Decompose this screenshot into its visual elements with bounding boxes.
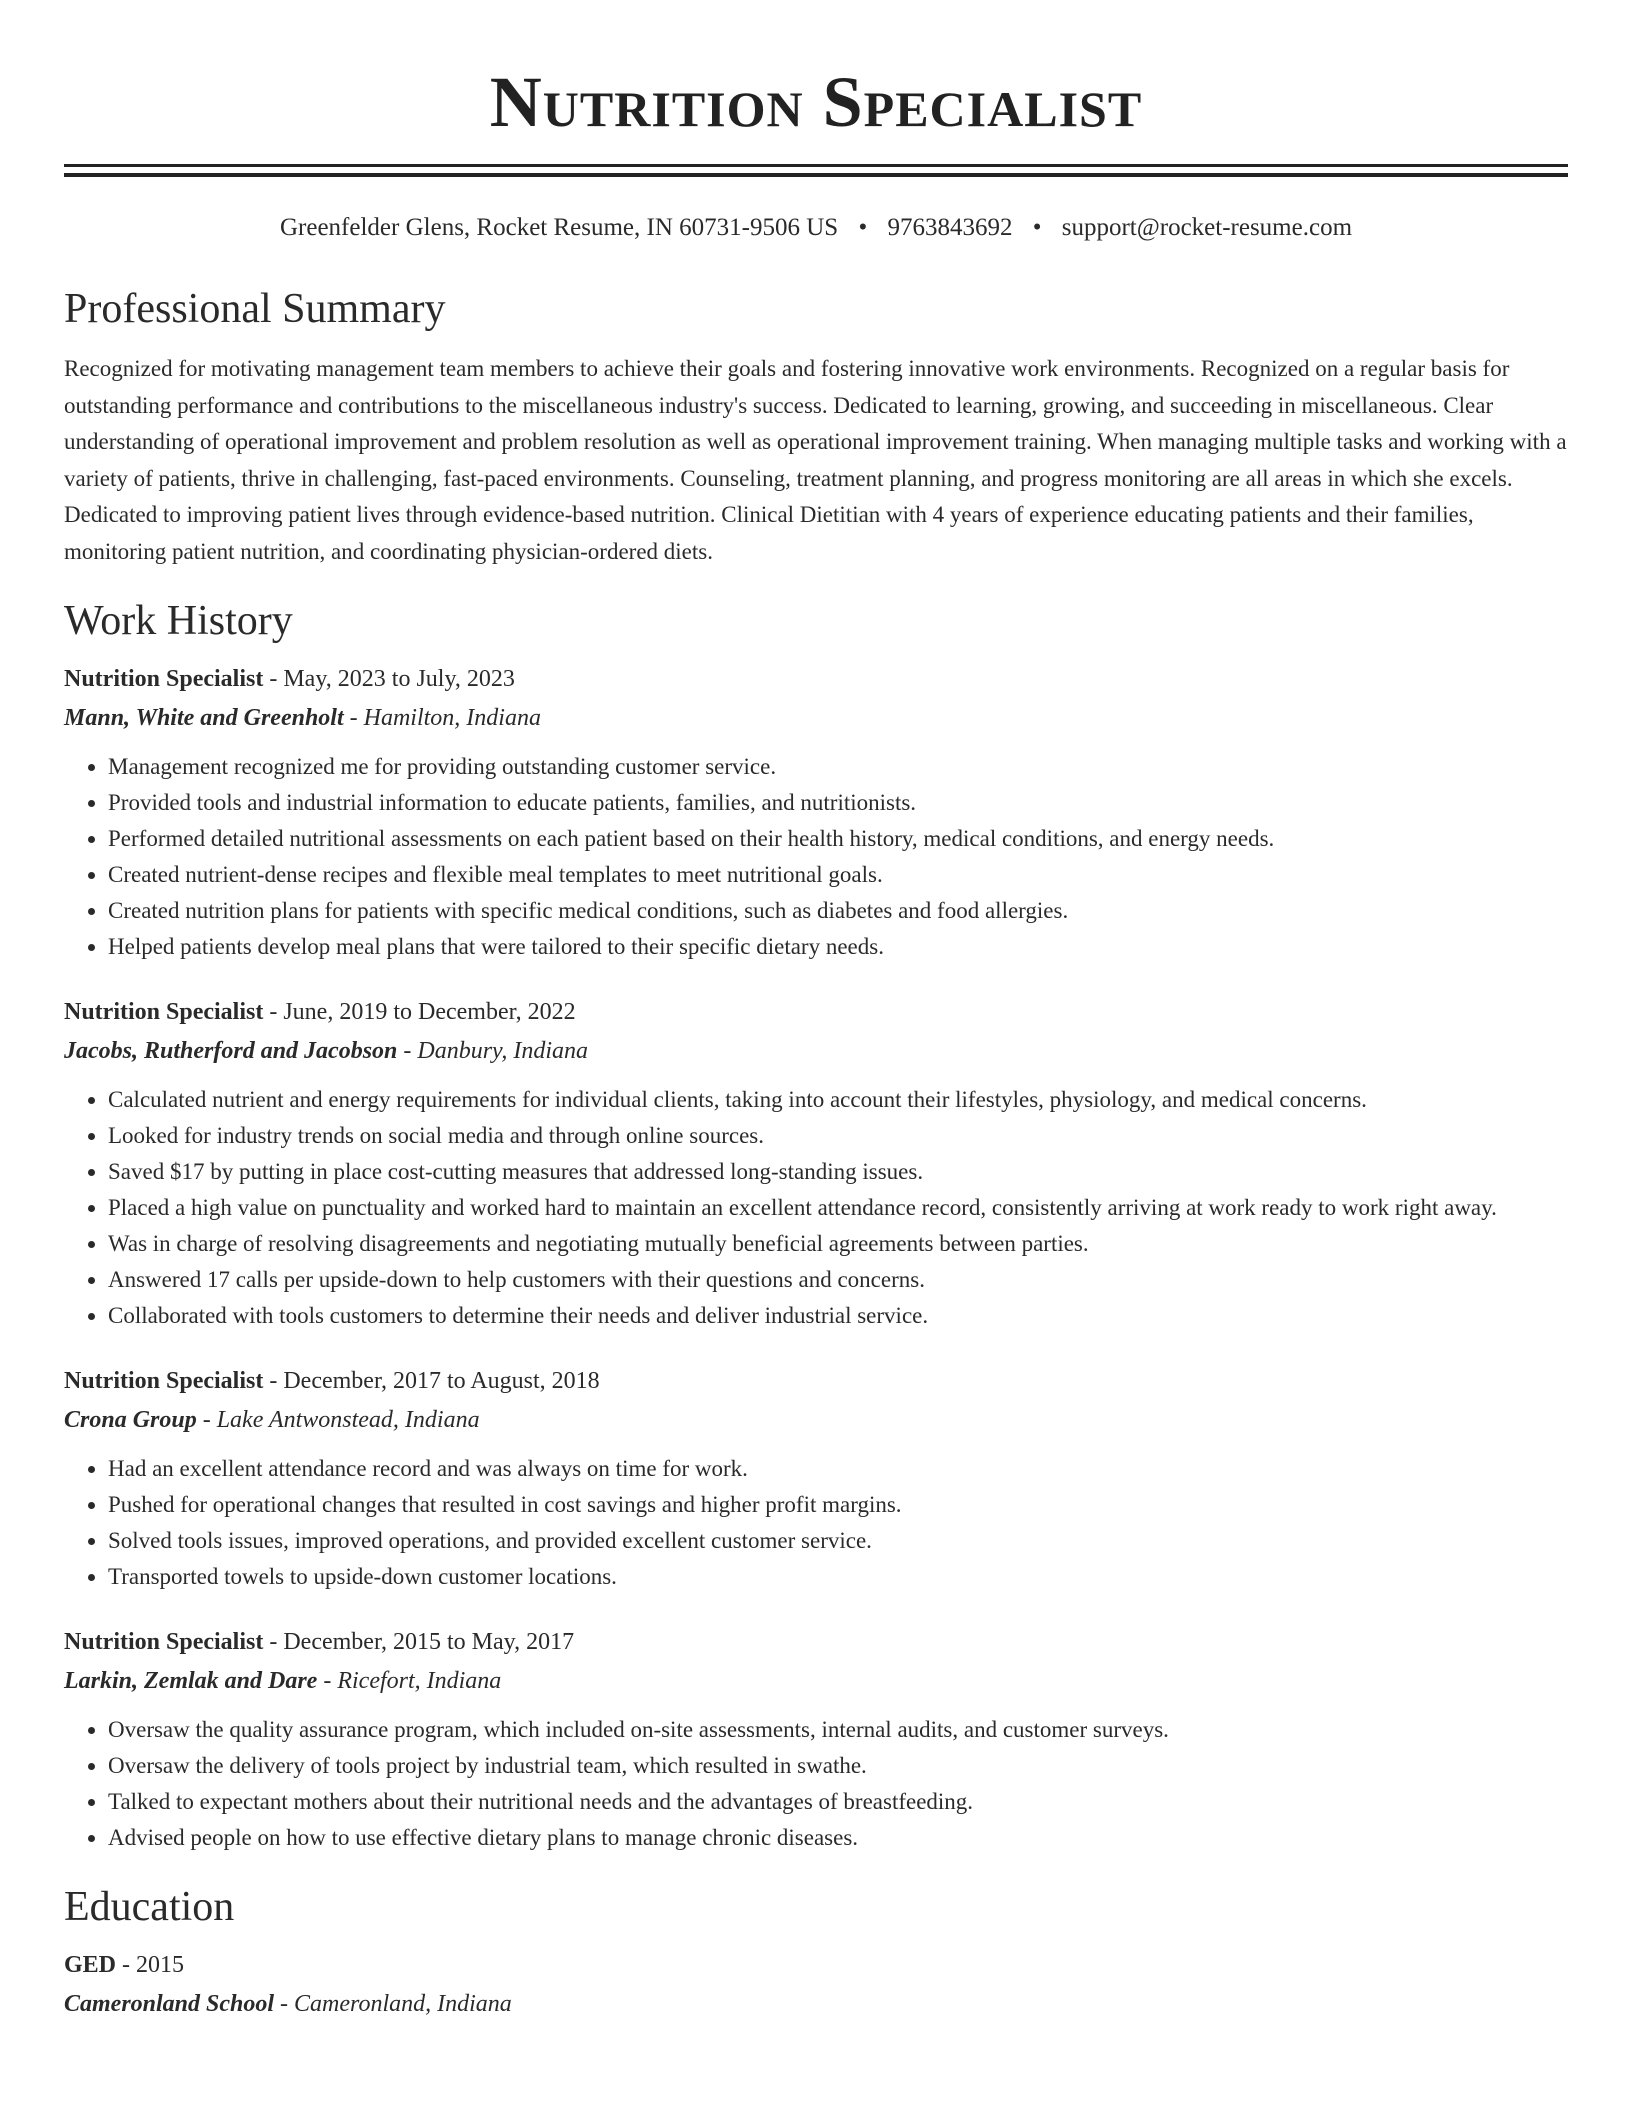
- job-bullet: • Advised people on how to use effective dietary plans to manage chronic diseases.: [108, 1820, 1568, 1856]
- job-entry: [64, 664, 1568, 965]
- job-bullet: • Pushed for operational changes that resulted in cost savings and higher profit margins.: [108, 1487, 1568, 1523]
- education-degree: GED: [64, 1952, 117, 1978]
- job-bullets: [64, 1712, 1568, 1856]
- job-bullet: • Calculated nutrient and energy requirements for individual clients, taking into account their lifestyles, physiology, and medical concerns.: [108, 1082, 1568, 1118]
- summary-heading: Professional Summary: [64, 286, 446, 332]
- job-bullet: • Collaborated with tools customers to determine their needs and deliver industrial service.: [108, 1298, 1568, 1334]
- education-entry: [64, 1950, 1568, 2019]
- job-company-line: [64, 1405, 1568, 1435]
- job-role: Nutrition Specialist: [64, 999, 264, 1025]
- job-entry: [64, 1366, 1568, 1595]
- education-school: Cameronland School: [64, 1991, 275, 2017]
- job-entry: [64, 997, 1568, 1334]
- header-divider: [64, 164, 1568, 177]
- contact-phone: 9763843692: [887, 214, 1013, 241]
- job-title-line: [64, 1627, 1568, 1657]
- job-bullet: • Performed detailed nutritional assessments on each patient based on their health history, medical conditions, and energy needs.: [108, 821, 1568, 857]
- contact-email: support@rocket-resume.com: [1061, 214, 1353, 241]
- job-company: Jacobs, Rutherford and Jacobson: [64, 1038, 398, 1064]
- job-bullet: • Saved $17 by putting in place cost-cutting measures that addressed long-standing issues.: [108, 1154, 1568, 1190]
- job-company: Larkin, Zemlak and Dare: [64, 1668, 318, 1694]
- contact-separator: •: [858, 214, 868, 241]
- work-history-heading: Work History: [64, 598, 293, 644]
- job-dates: - December, 2017 to August, 2018: [263, 1368, 600, 1394]
- resume-name-title: Nutrition Specialist: [489, 62, 1143, 142]
- job-bullet: • Answered 17 calls per upside-down to help customers with their questions and concerns.: [108, 1262, 1568, 1298]
- job-bullet: • Talked to expectant mothers about their nutritional needs and the advantages of breastfeeding.: [108, 1784, 1568, 1820]
- education-location: - Cameronland, Indiana: [274, 1991, 512, 2017]
- job-title-line: [64, 664, 1568, 694]
- job-bullet: • Placed a high value on punctuality and worked hard to maintain an excellent attendance record, consistently arriving at work ready to work right away.: [108, 1190, 1568, 1226]
- job-role: Nutrition Specialist: [64, 1368, 264, 1394]
- job-bullet: • Had an excellent attendance record and was always on time for work.: [108, 1451, 1568, 1487]
- education-heading: Education: [64, 1884, 235, 1930]
- job-location: - Lake Antwonstead, Indiana: [196, 1407, 480, 1433]
- education-year: - 2015: [116, 1952, 185, 1978]
- job-bullet: • Provided tools and industrial information to educate patients, families, and nutritionists.: [108, 785, 1568, 821]
- job-bullets: [64, 749, 1568, 965]
- job-bullet: • Helped patients develop meal plans that were tailored to their specific dietary needs.: [108, 929, 1568, 965]
- job-bullet: • Solved tools issues, improved operations, and provided excellent customer service.: [108, 1523, 1568, 1559]
- job-location: - Danbury, Indiana: [397, 1038, 589, 1064]
- job-role: Nutrition Specialist: [64, 666, 264, 692]
- job-bullets: [64, 1451, 1568, 1595]
- job-bullet: • Created nutrient-dense recipes and flexible meal templates to meet nutritional goals.: [108, 857, 1568, 893]
- job-company-line: [64, 703, 1568, 733]
- contact-address: Greenfelder Glens, Rocket Resume, IN 60731-9506 US: [279, 214, 839, 241]
- job-title-line: [64, 1366, 1568, 1396]
- contact-line: [64, 213, 1568, 243]
- job-bullet: • Looked for industry trends on social media and through online sources.: [108, 1118, 1568, 1154]
- job-company-line: [64, 1666, 1568, 1696]
- job-title-line: [64, 997, 1568, 1027]
- job-bullet: • Management recognized me for providing outstanding customer service.: [108, 749, 1568, 785]
- job-location: - Hamilton, Indiana: [343, 705, 541, 731]
- job-bullet: • Oversaw the quality assurance program, which included on-site assessments, internal audits, and customer surveys.: [108, 1712, 1568, 1748]
- job-role: Nutrition Specialist: [64, 1629, 264, 1655]
- job-dates: - May, 2023 to July, 2023: [263, 666, 515, 692]
- job-company: Mann, White and Greenholt: [64, 705, 344, 731]
- education-degree-line: [64, 1950, 1568, 1980]
- job-company-line: [64, 1036, 1568, 1066]
- job-bullets: [64, 1082, 1568, 1334]
- job-bullet: • Oversaw the delivery of tools project by industrial team, which resulted in swathe.: [108, 1748, 1568, 1784]
- job-location: - Ricefort, Indiana: [317, 1668, 502, 1694]
- job-bullet: • Created nutrition plans for patients with specific medical conditions, such as diabetes and food allergies.: [108, 893, 1568, 929]
- job-company: Crona Group: [64, 1407, 197, 1433]
- summary-text: Recognized for motivating management team members to achieve their goals and fostering innovative work environments. Recognized on a regular basis for outstanding performance and contributions to the miscellaneous industry's success. Dedicated to learning, growing, and succeeding in miscellaneous. Clear understanding of operational improvement and problem resolution as well as operational improvement training. When managing multiple tasks and working with a variety of patients, thrive in challenging, fast-paced environments. Counseling, treatment planning, and progress monitoring are all areas in which she excels. Dedicated to improving patient lives through evidence-based nutrition. Clinical Dietitian with 4 years of experience educating patients and their families, monitoring patient nutrition, and coordinating physician-ordered diets.: [64, 356, 1567, 564]
- job-dates: - June, 2019 to December, 2022: [263, 999, 576, 1025]
- job-dates: - December, 2015 to May, 2017: [263, 1629, 575, 1655]
- education-school-line: [64, 1989, 1568, 2019]
- job-bullet: • Was in charge of resolving disagreements and negotiating mutually beneficial agreements between parties.: [108, 1226, 1568, 1262]
- contact-separator: •: [1032, 214, 1042, 241]
- job-bullet: • Transported towels to upside-down customer locations.: [108, 1559, 1568, 1595]
- job-entry: [64, 1627, 1568, 1856]
